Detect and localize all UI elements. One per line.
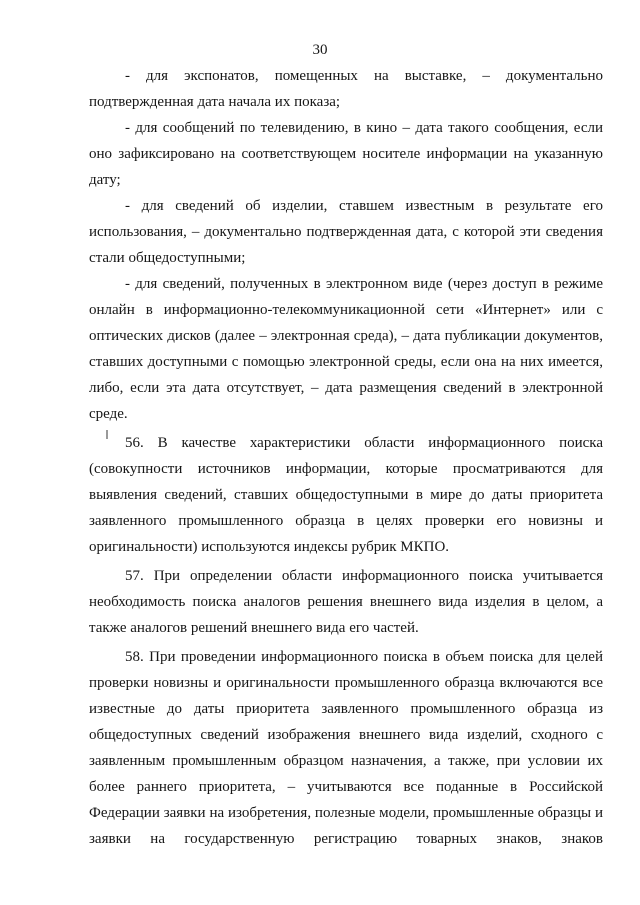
- paragraph-product-use: - для сведений об изделии, ставшем известным в результате его использования, – документально подтвержденная дата, с которой эти сведения стали общедоступными;: [89, 198, 603, 266]
- paragraph-57: 57. При определении области информационного поиска учитывается необходимость поиска аналогов решения внешнего вида изделия в целом, а также аналогов решений внешнего вида его частей.: [89, 568, 603, 636]
- paragraph-electronic: - для сведений, полученных в электронном виде (через доступ в режиме онлайн в информационно-телекоммуникационной сети «Интернет» или с оптических дисков (далее – электронная среда), – дата публикации документов, ставших доступными с помощью электронной среды, если она на них имеется, либо, если эта дата отсутствует, – дата размещения сведений в электронной среде.: [89, 276, 603, 422]
- body-text: [89, 63, 603, 852]
- paragraph-58: 58. При проведении информационного поиска в объем поиска для целей проверки новизны и оригинальности промышленного образца включаются все известные до даты приоритета заявленного промышленного образца из общедоступных сведений изображения внешнего вида изделий, сходного с заявленным промышленным образцом назначения, а также, при условии их более раннего приоритета, – учитываются все поданные в Российской Федерации заявки на изобретения, полезные модели, промышленные образцы и заявки на государственную регистрацию товарных знаков, знаков: [89, 649, 603, 847]
- scan-mark: [106, 430, 108, 439]
- paragraph-broadcast: - для сообщений по телевидению, в кино – дата такого сообщения, если оно зафиксировано на соответствующем носителе информации на указанную дату;: [89, 120, 603, 188]
- paragraph-exhibits: - для экспонатов, помещенных на выставке, – документально подтвержденная дата начала их показа;: [89, 68, 603, 110]
- page-number: 30: [312, 42, 328, 58]
- paragraph-56: 56. В качестве характеристики области информационного поиска (совокупности источников информации, которые просматриваются для выявления сведений, ставших общедоступными в мире до даты приоритета заявленного промышленного образца в целях проверки его новизны и оригинальности) используются индексы рубрик МКПО.: [89, 435, 603, 555]
